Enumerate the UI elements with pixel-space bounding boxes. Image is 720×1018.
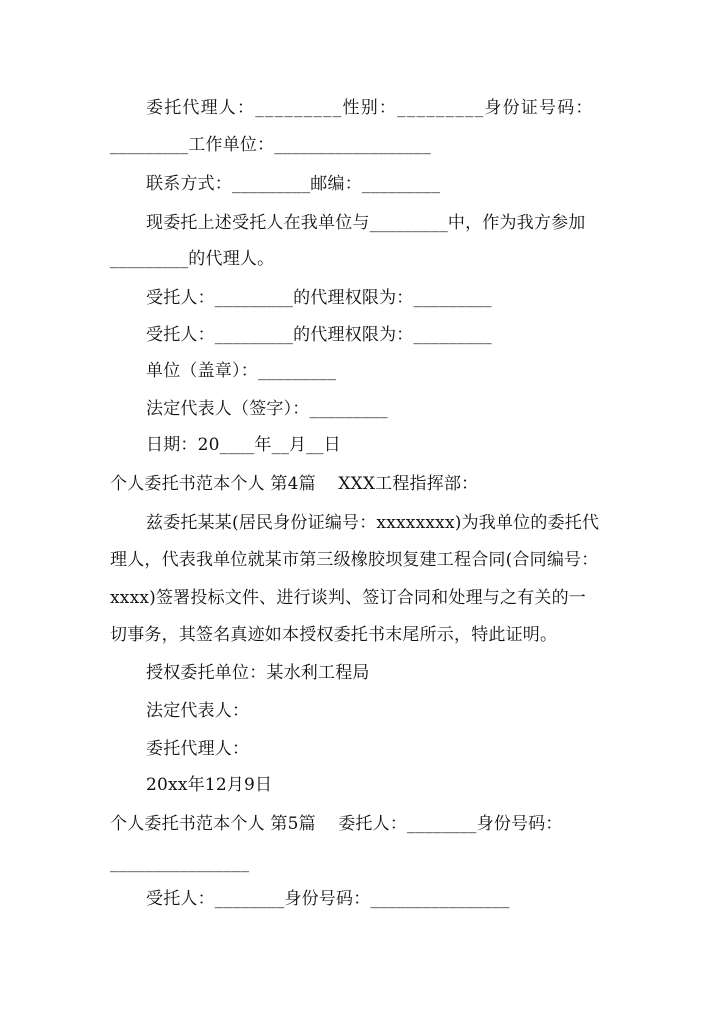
trustee-id-line: 受托人：________身份号码：________________ <box>146 889 510 909</box>
authorizing-unit-line: 授权委托单位：某水利工程局 <box>146 663 370 683</box>
trustee-authority-line-1: 受托人：_________的代理权限为：_________ <box>146 288 492 308</box>
section-4-date-line: 20xx年12月9日 <box>146 775 273 795</box>
section-4-para-line-2: 理人，代表我单位就某市第三级橡胶坝复建工程合同(合同编号： <box>110 550 599 570</box>
agent-line: 委托代理人： <box>146 739 250 759</box>
work-unit-line: _________工作单位：__________________ <box>110 135 431 155</box>
unit-seal-line: 单位（盖章）：_________ <box>146 361 337 381</box>
section-5-heading: 个人委托书范本个人 第5篇 委托人：________身份号码： <box>110 814 563 834</box>
contact-line: 联系方式：_________邮编：_________ <box>146 174 441 194</box>
entrust-statement-line: 现委托上述受托人在我单位与_________中，作为我方参加 <box>146 213 586 233</box>
section-4-para-line-3: xxxx)签署投标文件、进行谈判、签订合同和处理与之有关的一 <box>110 588 586 608</box>
legal-rep-line: 法定代表人： <box>146 701 250 721</box>
agent-info-line: 委托代理人：_________性别：_________身份证号码： <box>146 98 594 118</box>
section-4-heading: 个人委托书范本个人 第4篇 XXX工程指挥部： <box>110 474 479 494</box>
date-line: 日期：20____年__月__日 <box>146 435 341 455</box>
section-4-para-line-4: 切事务，其签名真迹如本授权委托书末尾所示，特此证明。 <box>110 625 558 645</box>
legal-rep-sign-line: 法定代表人（签字）：_________ <box>146 399 388 419</box>
entrust-statement-cont: _________的代理人。 <box>110 249 275 269</box>
section-4-para-line-1: 兹委托某某(居民身份证编号：xxxxxxxx)为我单位的委托代 <box>146 513 600 533</box>
id-number-blank-line: ________________ <box>110 853 250 873</box>
trustee-authority-line-2: 受托人：_________的代理权限为：_________ <box>146 325 492 345</box>
